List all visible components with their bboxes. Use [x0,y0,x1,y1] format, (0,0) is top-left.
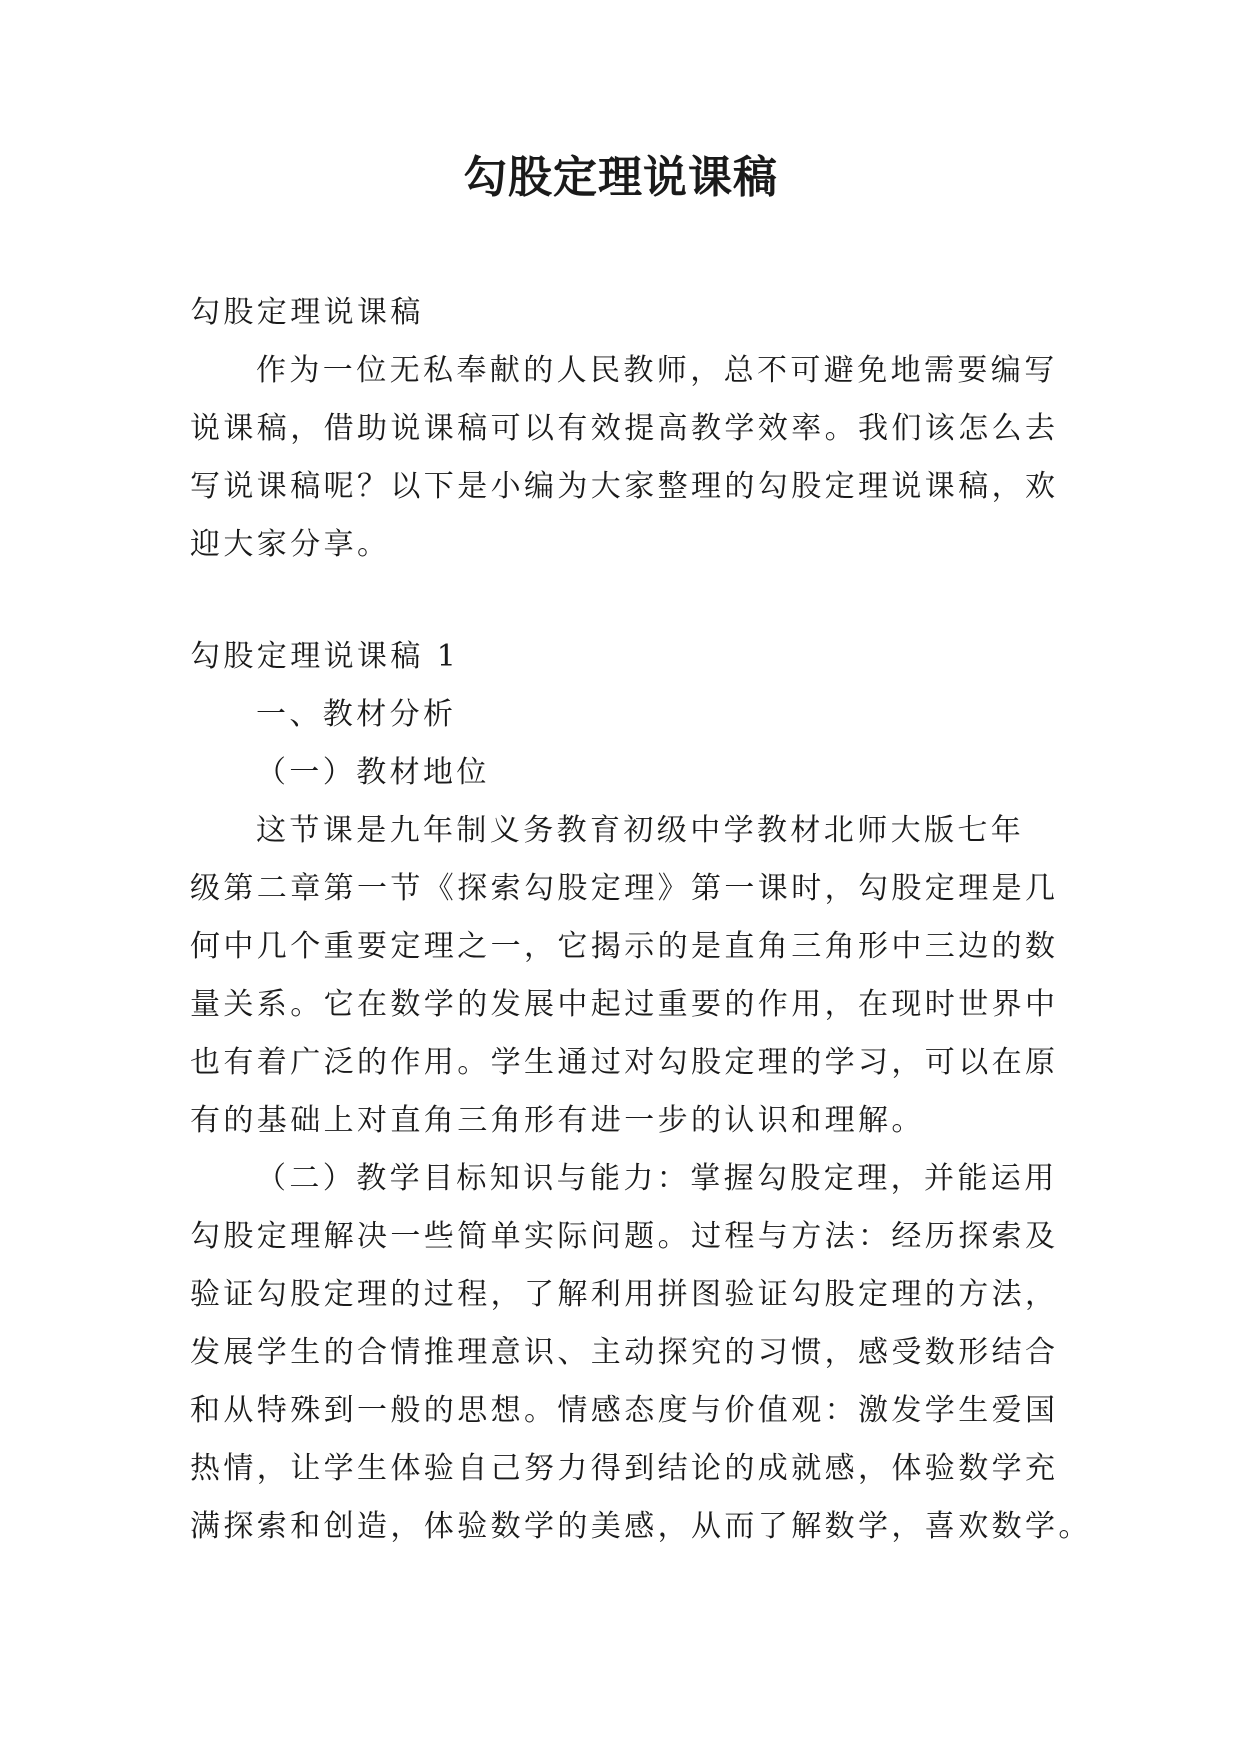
section-spacer [190,574,1052,628]
paragraph-line: 热情，让学生体验自己努力得到结论的成就感，体验数学充 [190,1451,1059,1486]
paragraph-line: 级第二章第一节《探索勾股定理》第一课时，勾股定理是几 [190,871,1059,906]
part-heading: 一、教材分析 [256,697,457,732]
paragraph-line: 和从特殊到一般的思想。情感态度与价值观：激发学生爱国 [190,1393,1059,1428]
paragraph-line: 量关系。它在数学的发展中起过重要的作用，在现时世界中 [190,987,1059,1022]
document-body [190,284,1092,1556]
section-heading: 勾股定理说课稿 1 [190,639,460,674]
paragraph-line: 满探索和创造，体验数学的美感，从而了解数学，喜欢数学。 [190,1509,1092,1544]
paragraph-line: （二）教学目标知识与能力：掌握勾股定理，并能运用 [256,1161,1058,1196]
paragraph-line: 说课稿，借助说课稿可以有效提高教学效率。我们该怎么去 [190,411,1059,446]
paragraph-line: 写说课稿呢？以下是小编为大家整理的勾股定理说课稿，欢 [190,469,1059,504]
paragraph-line: 也有着广泛的作用。学生通过对勾股定理的学习，可以在原 [190,1045,1059,1080]
paragraph-line: 何中几个重要定理之一，它揭示的是直角三角形中三边的数 [190,929,1059,964]
position-paragraph [190,802,1059,1150]
paragraph-line: 有的基础上对直角三角形有进一步的认识和理解。 [190,1103,925,1138]
goals-paragraph [190,1150,1092,1556]
intro-heading: 勾股定理说课稿 [190,295,424,330]
subsection-heading: （一）教材地位 [256,755,490,790]
intro-paragraph [190,342,1059,574]
paragraph-line: 作为一位无私奉献的人民教师，总不可避免地需要编写 [256,353,1058,388]
document-title: 勾股定理说课稿 [463,152,778,203]
paragraph-line: 迎大家分享。 [190,527,391,562]
paragraph-line: 发展学生的合情推理意识、主动探究的习惯，感受数形结合 [190,1335,1059,1370]
paragraph-line: 验证勾股定理的过程，了解利用拼图验证勾股定理的方法， [190,1277,1059,1312]
paragraph-line: 这节课是九年制义务教育初级中学教材北师大版七年 [256,813,1025,848]
paragraph-line: 勾股定理解决一些简单实际问题。过程与方法：经历探索及 [190,1219,1059,1254]
